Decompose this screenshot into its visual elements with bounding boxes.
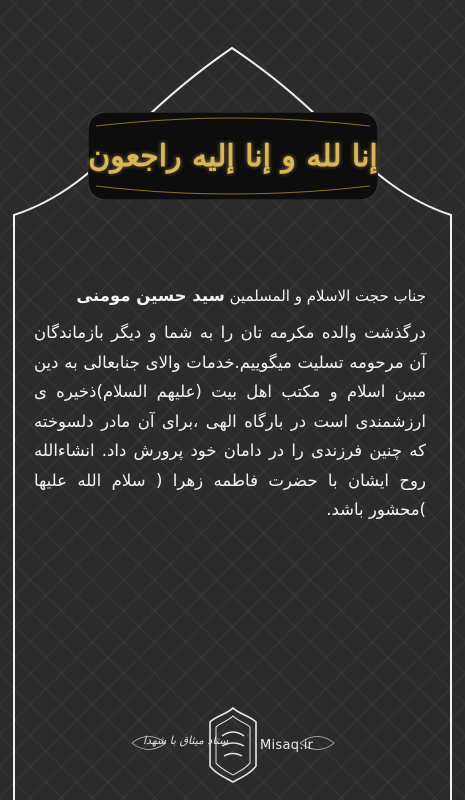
recipient-name: سید حسین مومنی [76,286,225,305]
recipient-title: جناب حجت الاسلام و المسلمین [229,287,426,305]
org-signature: ستاد میثاق با شهدا [143,734,229,747]
calligraphy-text: إنا لله و إنا إليه راجعون [88,138,378,174]
calligraphy-banner [88,117,378,195]
condolence-message [34,284,426,525]
message-body: درگذشت والده مکرمه تان را به شما و دیگر بازماندگان آن مرحومه تسلیت میگوییم.خدمات والای جنابعالی به دین مبین اسلام و مکتب اهل بیت (علیهم السلام)ذخیره ی ارزشمندی است در بارگاه الهی ،برای آن مادر دلسوخته که چنین فرزندی را در دامان خود پرورش داد. انشاءالله روح ایشان با حضرت فاطمه زهرا ( سلام الله علیها )محشور باشد. [34,323,426,519]
recipient-line [34,284,426,308]
website-link[interactable]: Misaq.ir [260,738,314,753]
footer [0,700,465,790]
